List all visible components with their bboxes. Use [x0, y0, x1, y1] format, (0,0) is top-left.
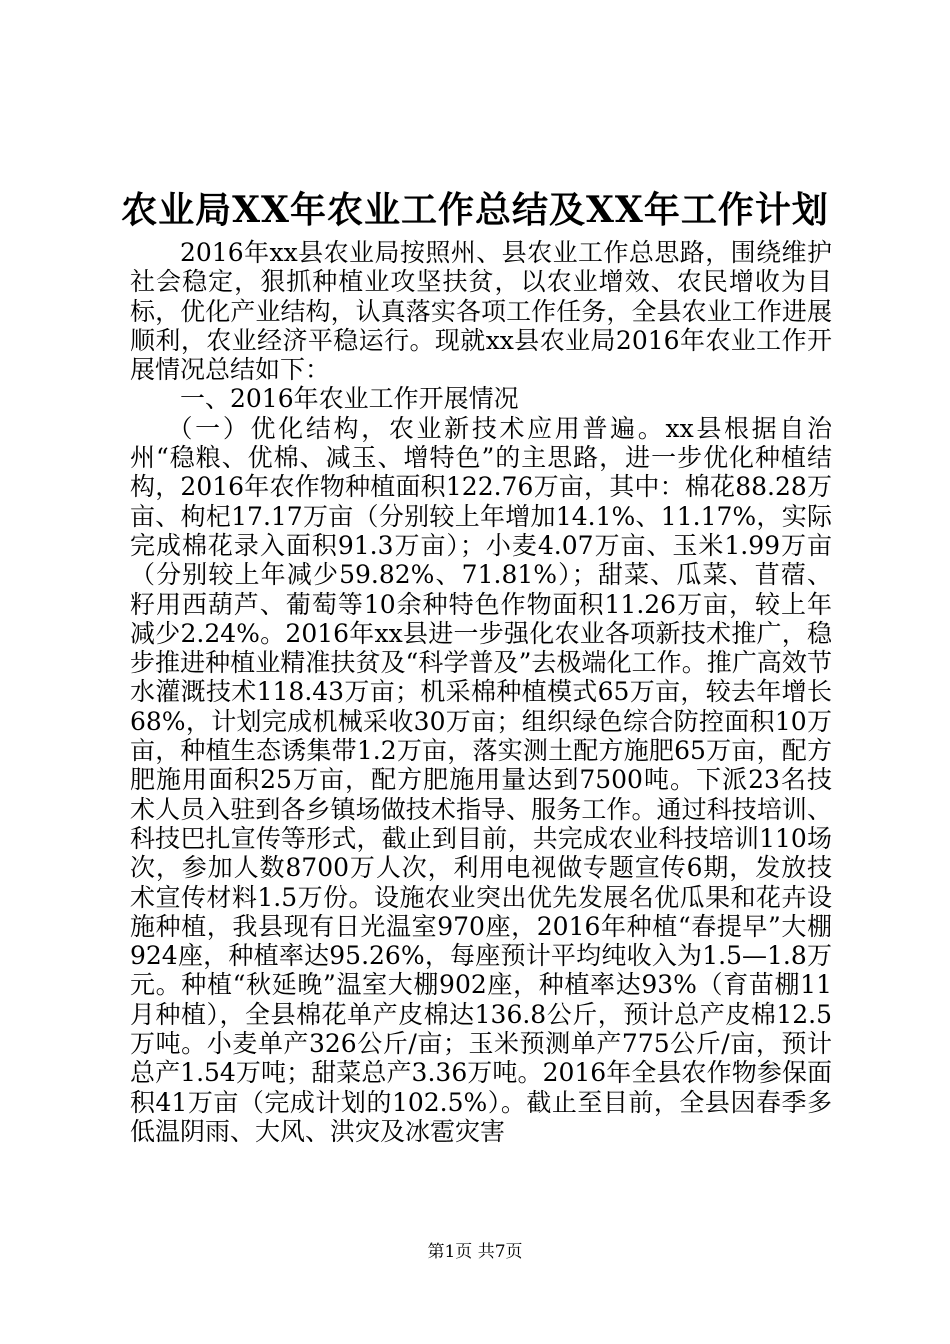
- intro-paragraph: 2016年xx县农业局按照州、县农业工作总思路，围绕维护社会稳定，狠抓种植业攻坚扶贫，以农业增效、农民增收为目标，优化产业结构，认真落实各项工作任务，全县农业工作进展顺利，农业经济平稳运行。现就xx县农业局2016年农业工作开展情况总结如下：: [130, 238, 832, 385]
- body-paragraph: （一）优化结构，农业新技术应用普遍。xx县根据自治州“稳粮、优棉、减玉、增特色”的主思路，进一步优化种植结构，2016年农作物种植面积122.76万亩，其中：棉花88.28万亩、枸杞17.17万亩（分别较上年增加14.1%、11.17%，实际完成棉花录入面积91.3万亩）；小麦4.07万亩、玉米1.99万亩（分别较上年减少59.82%、71.81%）；甜菜、瓜菜、苜蓿、籽用西葫芦、葡萄等10余种特色作物面积11.26万亩，较上年减少2.24%。2016年xx县进一步强化农业各项新技术推广，稳步推进种植业精准扶贫及“科学普及”去极端化工作。推广高效节水灌溉技术118.43万亩；机采棉种植模式65万亩，较去年增长68%，计划完成机械采收30万亩；组织绿色综合防控面积10万亩，种植生态诱集带1.2万亩，落实测土配方施肥65万亩，配方肥施用面积25万亩，配方肥施用量达到7500吨。下派23名技术人员入驻到各乡镇场做技术指导、服务工作。通过科技培训、科技巴扎宣传等形式，截止到目前，共完成农业科技培训110场次，参加人数8700万人次，利用电视做专题宣传6期，发放技术宣传材料1.5万份。设施农业突出优先发展名优瓜果和花卉设施种植，我县现有日光温室970座，2016年种植“春提早”大棚924座，种植率达95.26%，每座预计平均纯收入为1.5—1.8万元。种植“秋延晚”温室大棚902座，种植率达93%（育苗棚11月种植），全县棉花单产皮棉达136.8公斤，预计总产皮棉12.5万吨。小麦单产326公斤/亩；玉米预测单产775公斤/亩，预计总产1.54万吨；甜菜总产3.36万吨。2016年全县农作物参保面积41万亩（完成计划的102.5%）。截止至目前，全县因春季多低温阴雨、大风、洪灾及冰雹灾害: [130, 413, 832, 1146]
- section-heading: 一、2016年农业工作开展情况: [180, 384, 519, 414]
- page-number: 第1页 共7页: [427, 1242, 523, 1262]
- document-body: [130, 238, 832, 1146]
- document-title: 农业局XX年农业工作总结及XX年工作计划: [121, 189, 829, 231]
